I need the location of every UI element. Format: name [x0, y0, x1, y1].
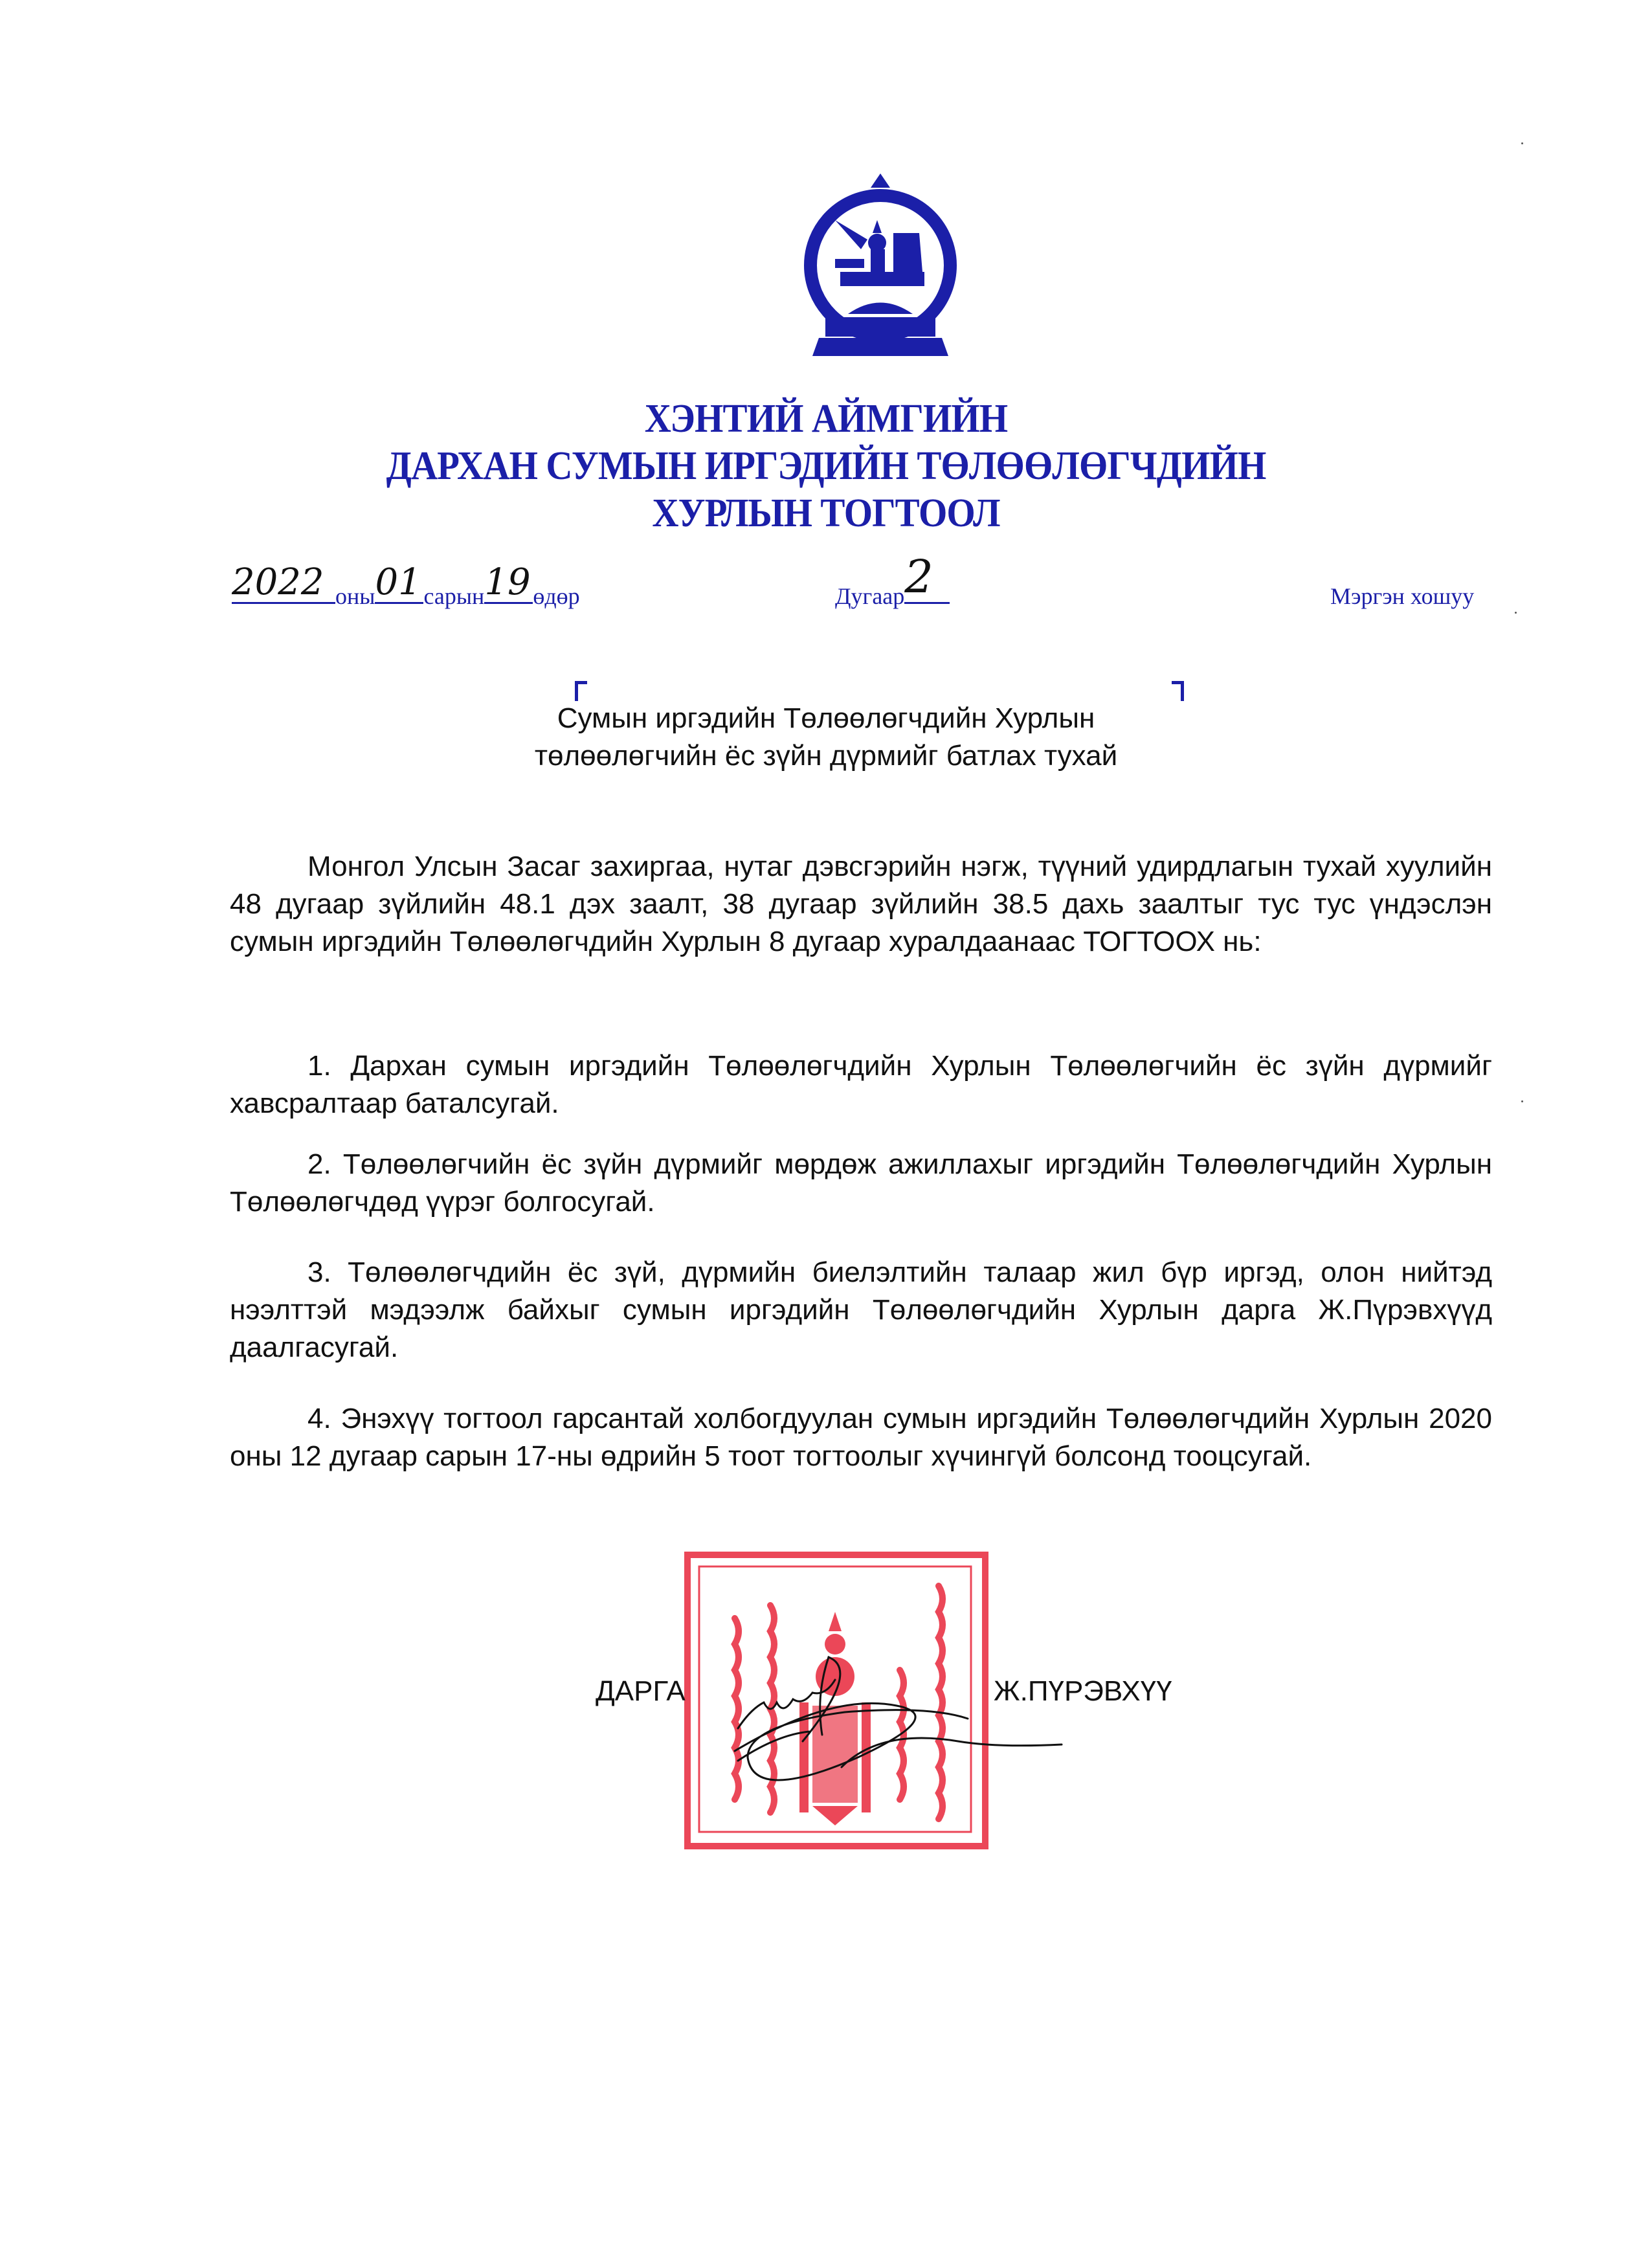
- month-suffix: сарын: [423, 583, 485, 609]
- bracket-right-icon: [1172, 681, 1184, 701]
- year-blank: [232, 561, 335, 604]
- handwritten-year: 2022: [232, 561, 324, 603]
- day-suffix: өдөр: [533, 583, 580, 609]
- handwritten-month: 01: [375, 561, 421, 603]
- subject-line-2: төлөөлөгчийн ёс зүйн дүрмийг батлах тухай: [534, 740, 1118, 772]
- day-blank: [484, 561, 533, 604]
- header-line-council: ДАРХАН СУМЫН ИРГЭДИЙН ТӨЛӨӨЛӨГЧДИЙН: [386, 444, 1266, 488]
- preamble-paragraph: [230, 848, 1492, 961]
- resolution-number: [835, 550, 950, 610]
- handwritten-number: 2: [904, 550, 933, 603]
- handwritten-signature-icon: [725, 1638, 1088, 1806]
- scan-speck: [1515, 612, 1517, 614]
- resolution-item: [230, 1400, 1492, 1475]
- resolution-item-text: 3. Төлөөлөгчдийн ёс зүй, дүрмийн биелэлтийн талаар жил бүр иргэд, олон нийтэд нээлттэй мэдээлж байхыг сумын иргэдийн Төлөөлөгчдийн Хурлын дарга Ж.Пүрэвхүүд даалгасугай.: [230, 1256, 1492, 1363]
- subject-line-1: Сумын иргэдийн Төлөөлөгчдийн Хурлын: [557, 702, 1095, 734]
- scan-speck: [1521, 142, 1523, 144]
- soyombo-emblem-icon: [796, 168, 965, 362]
- header-line-aimag: ХЭНТИЙ АЙМГИЙН: [644, 397, 1008, 441]
- resolution-item: [230, 1254, 1492, 1366]
- year-suffix: оны: [335, 583, 375, 609]
- preamble-text: Монгол Улсын Засаг захиргаа, нутаг дэвсгэрийн нэгж, түүний удирдлагын тухай хуулийн 48 дугаар зүйлийн 48.1 дэх заалт, 38 дугаар зүйлийн 38.5 дахь заалтыг тус тус үндэслэн сумын иргэдийн Төлөөлөгчдийн Хурлын 8 дугаар хуралдаанаас ТОГТООХ нь:: [230, 851, 1492, 957]
- signatory-name: Ж.ПҮРЭВХҮҮ: [994, 1675, 1172, 1707]
- month-blank: [375, 561, 423, 604]
- bracket-left-icon: [575, 681, 587, 701]
- resolution-date: [232, 561, 580, 610]
- resolution-item: [230, 1146, 1492, 1221]
- handwritten-day: 19: [484, 561, 531, 603]
- resolution-item: [230, 1047, 1492, 1122]
- resolution-item-text: 4. Энэхүү тогтоол гарсантай холбогдуулан сумын иргэдийн Төлөөлөгчдийн Хурлын 2020 оны 12 дугаар сарын 17-ны өдрийн 5 тоот тогтоолыг хүчингүй болсонд тооцсугай.: [230, 1403, 1492, 1472]
- place-name: Мэргэн хошуу: [1330, 583, 1475, 609]
- scan-speck: [1521, 1100, 1523, 1102]
- resolution-item-text: 1. Дархан сумын иргэдийн Төлөөлөгчдийн Хурлын Төлөөлөгчийн ёс зүйн дүрмийг хавсралтаар баталсугай.: [230, 1050, 1492, 1119]
- header-line-resolution: ХУРЛЫН ТОГТООЛ: [652, 491, 1000, 535]
- resolution-item-text: 2. Төлөөлөгчийн ёс зүйн дүрмийг мөрдөж ажиллахыг иргэдийн Төлөөлөгчдийн Хурлын Төлөөлөгчдөд үүрэг болгосугай.: [230, 1148, 1492, 1218]
- signatory-title: ДАРГА: [596, 1675, 686, 1707]
- number-label: Дугаар: [835, 583, 905, 609]
- number-blank: [904, 550, 950, 604]
